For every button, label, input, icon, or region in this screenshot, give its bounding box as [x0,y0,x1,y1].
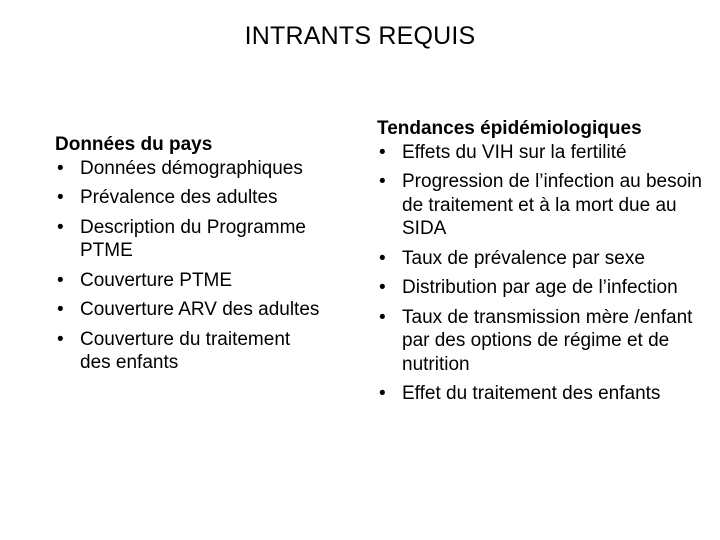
list-item-text: Données démographiques [80,157,303,179]
list-item [55,157,320,181]
list-item [55,186,320,210]
epidemiological-trends-column [377,117,717,412]
bullet-icon: • [57,157,64,179]
bullet-icon: • [57,269,64,291]
list-item-text: Couverture PTME [80,269,233,291]
bullet-icon: • [57,187,64,208]
list-item-text: Effets du VIH sur la fertilité [402,141,627,163]
list-item-text: Effet du traitement des enfants [402,383,661,404]
bullet-icon: • [379,383,386,404]
list-item-text: Description du Programme PTME [80,216,306,261]
list-item [377,306,717,377]
epidemiological-trends-heading: Tendances épidémiologiques [377,118,642,139]
list-item-text: Couverture ARV des adultes [80,299,320,320]
list-item [377,276,717,300]
country-data-list [55,157,320,375]
list-item-text: Couverture du traitement des enfants [80,328,291,373]
bullet-icon: • [57,216,64,238]
bullet-icon: • [379,277,386,298]
bullet-icon: • [57,299,64,320]
list-item [55,216,320,263]
country-data-column [55,133,320,381]
list-item [377,382,717,406]
bullet-icon: • [379,171,386,192]
bullet-icon: • [379,306,386,328]
list-item-text: Taux de transmission mère /enfant par des options de régime et de nutrition [402,306,693,375]
bullet-icon: • [57,328,64,350]
page-title: INTRANTS REQUIS [244,22,476,50]
list-item [377,141,717,165]
list-item-text: Distribution par age de l’infection [402,277,678,298]
list-item-text: Taux de prévalence par sexe [402,247,645,269]
bullet-icon: • [379,141,386,163]
list-item [55,298,320,322]
list-item-text: Progression de l’infection au besoin de traitement et à la mort due au SIDA [402,171,702,239]
list-item [55,269,320,293]
list-item [377,170,717,241]
list-item [377,247,717,271]
bullet-icon: • [379,247,386,269]
list-item-text: Prévalence des adultes [80,187,278,208]
list-item [55,328,320,375]
country-data-heading: Données du pays [55,134,213,155]
epidemiological-trends-list [377,141,717,406]
